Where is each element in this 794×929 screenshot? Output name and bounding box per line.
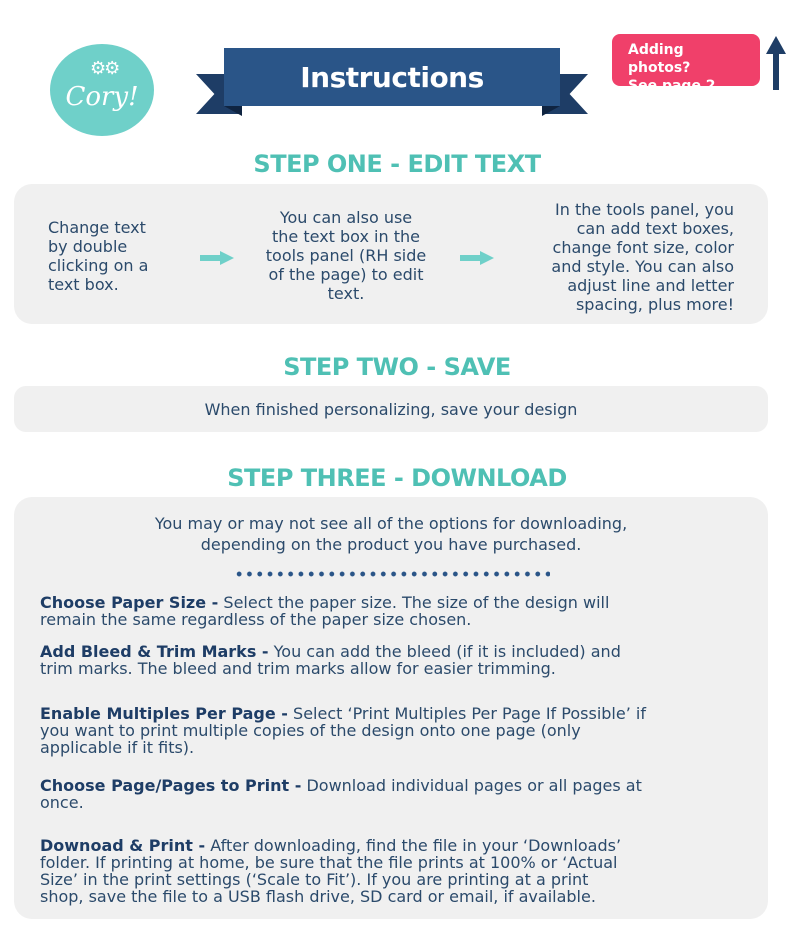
option-bleed-trim: Add Bleed & Trim Marks - You can add the bleed (if it is included) and trim marks. The bleed and trim marks allow for easier trimming.: [40, 642, 621, 678]
option-paper-size: Choose Paper Size - Select the paper size. The size of the design will remain the same regardless of the paper size chosen.: [40, 593, 610, 629]
logo-word: Cory!: [65, 82, 139, 112]
step-two-text: When finished personalizing, save your design: [204, 400, 578, 419]
cory-logo: [50, 44, 154, 136]
note-line-1: Adding photos?: [628, 42, 691, 76]
dotted-divider: [234, 571, 550, 577]
option-term: Choose Page/Pages to Print -: [40, 776, 302, 795]
step-one-col-2: You can also use the text box in the tools panel (RH side of the page) to edit text.: [265, 208, 427, 303]
note-line-2: See page 2.: [628, 78, 721, 94]
title-banner: [196, 44, 588, 118]
arrow-right-icon: [200, 251, 234, 265]
step-one-col-3: In the tools panel, you can add text boxes, change font size, color and style. You can also adjust line and letter spacing, plus more!: [551, 200, 734, 314]
option-term: Choose Paper Size -: [40, 593, 219, 612]
page-title: Instructions: [224, 48, 560, 106]
option-term: Add Bleed & Trim Marks -: [40, 642, 269, 661]
option-download-print: Downoad & Print - After downloading, find the file in your ‘Downloads’ folder. If printing at home, be sure that the file prints at 100% or ‘Actual Size’ in the print settings (‘Scale to Fit’). If you are printing at a print shop, save the file to a USB flash drive, SD card or email, if available.: [40, 836, 622, 906]
step-one-col-1: Change text by double clicking on a text box.: [48, 218, 149, 294]
step-two-title: STEP TWO - SAVE: [283, 353, 511, 381]
step-three-intro: You may or may not see all of the options for downloading, depending on the product you have purchased.: [154, 514, 628, 554]
option-term: Downoad & Print -: [40, 836, 206, 855]
arrow-right-icon: [460, 251, 494, 265]
option-pages-to-print: Choose Page/Pages to Print - Download individual pages or all pages at once.: [40, 776, 642, 812]
option-multiples: Enable Multiples Per Page - Select ‘Print Multiples Per Page If Possible’ if you want to print multiple copies of the design onto one page (only applicable if it fits).: [40, 704, 646, 757]
gear-icon: ⚙⚙: [90, 58, 119, 79]
step-one-card: [14, 184, 768, 324]
step-three-title: STEP THREE - DOWNLOAD: [227, 464, 567, 492]
option-term: Enable Multiples Per Page -: [40, 704, 288, 723]
step-two-card: [14, 386, 768, 432]
step-one-title: STEP ONE - EDIT TEXT: [253, 150, 541, 178]
up-arrow-icon: [766, 36, 786, 90]
photos-note: [612, 34, 760, 94]
